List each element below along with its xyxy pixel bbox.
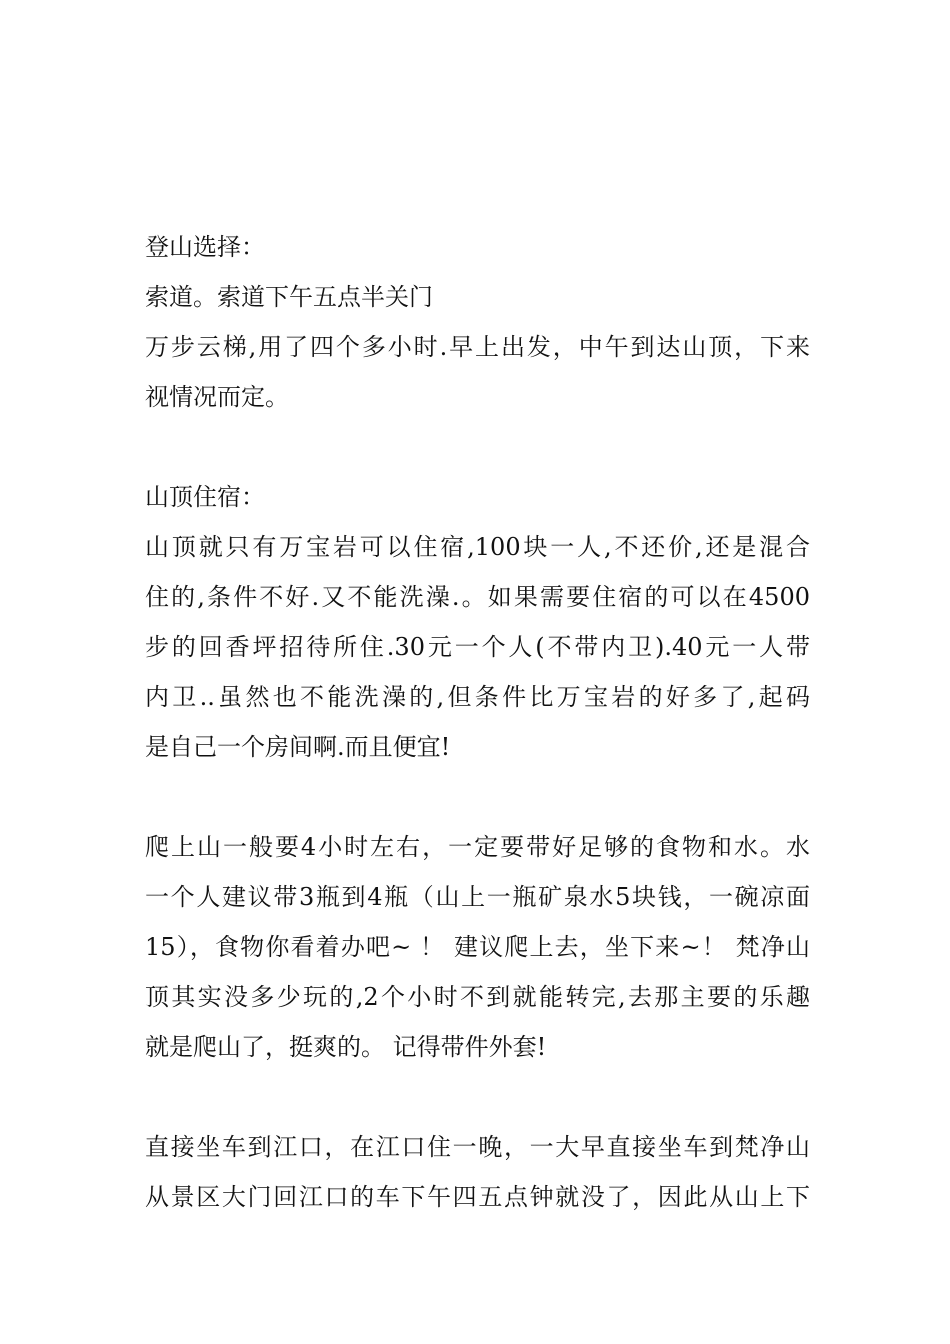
section-climbing-options <box>145 222 810 422</box>
text-line: 顶其实没多少玩的,2个小时不到就能转完,去那主要的乐趣 <box>145 983 810 1011</box>
text-line: 索道。索道下午五点半关门 <box>145 283 433 311</box>
text-line: 住的,条件不好.又不能洗澡.。如果需要住宿的可以在4500 <box>145 583 810 611</box>
heading-summit-lodging: 山顶住宿： <box>145 483 265 511</box>
text-line: 视情况而定。 <box>145 383 289 411</box>
text-line: 是自己一个房间啊.而且便宜! <box>145 733 451 761</box>
text-line: 万步云梯,用了四个多小时.早上出发，中午到达山顶，下来 <box>145 333 810 361</box>
text-line: 15），食物你看着办吧~ ！ 建议爬上去，坐下来~！ 梵净山 <box>145 933 810 961</box>
text-line: 从景区大门回江口的车下午四五点钟就没了，因此从山上下 <box>145 1183 810 1211</box>
document-body <box>145 222 810 1222</box>
text-line: 山顶就只有万宝岩可以住宿,100块一人,不还价,还是混合 <box>145 533 810 561</box>
text-line: 步的回香坪招待所住.30元一个人(不带内卫).40元一人带 <box>145 633 810 661</box>
text-line: 一个人建议带3瓶到4瓶（山上一瓶矿泉水5块钱，一碗凉面 <box>145 883 810 911</box>
text-line: 就是爬山了，挺爽的。 记得带件外套! <box>145 1033 547 1061</box>
section-transport <box>145 1122 810 1222</box>
section-summit-lodging <box>145 472 810 772</box>
text-line: 内卫..虽然也不能洗澡的,但条件比万宝岩的好多了,起码 <box>145 683 810 711</box>
heading-climbing-options: 登山选择： <box>145 233 265 261</box>
paragraph-spacer <box>145 772 810 822</box>
text-line: 爬上山一般要4小时左右，一定要带好足够的食物和水。水 <box>145 833 810 861</box>
paragraph-spacer <box>145 1072 810 1122</box>
text-line: 直接坐车到江口，在江口住一晚，一大早直接坐车到梵净山 <box>145 1133 810 1161</box>
paragraph-spacer <box>145 422 810 472</box>
section-climbing-tips <box>145 822 810 1072</box>
